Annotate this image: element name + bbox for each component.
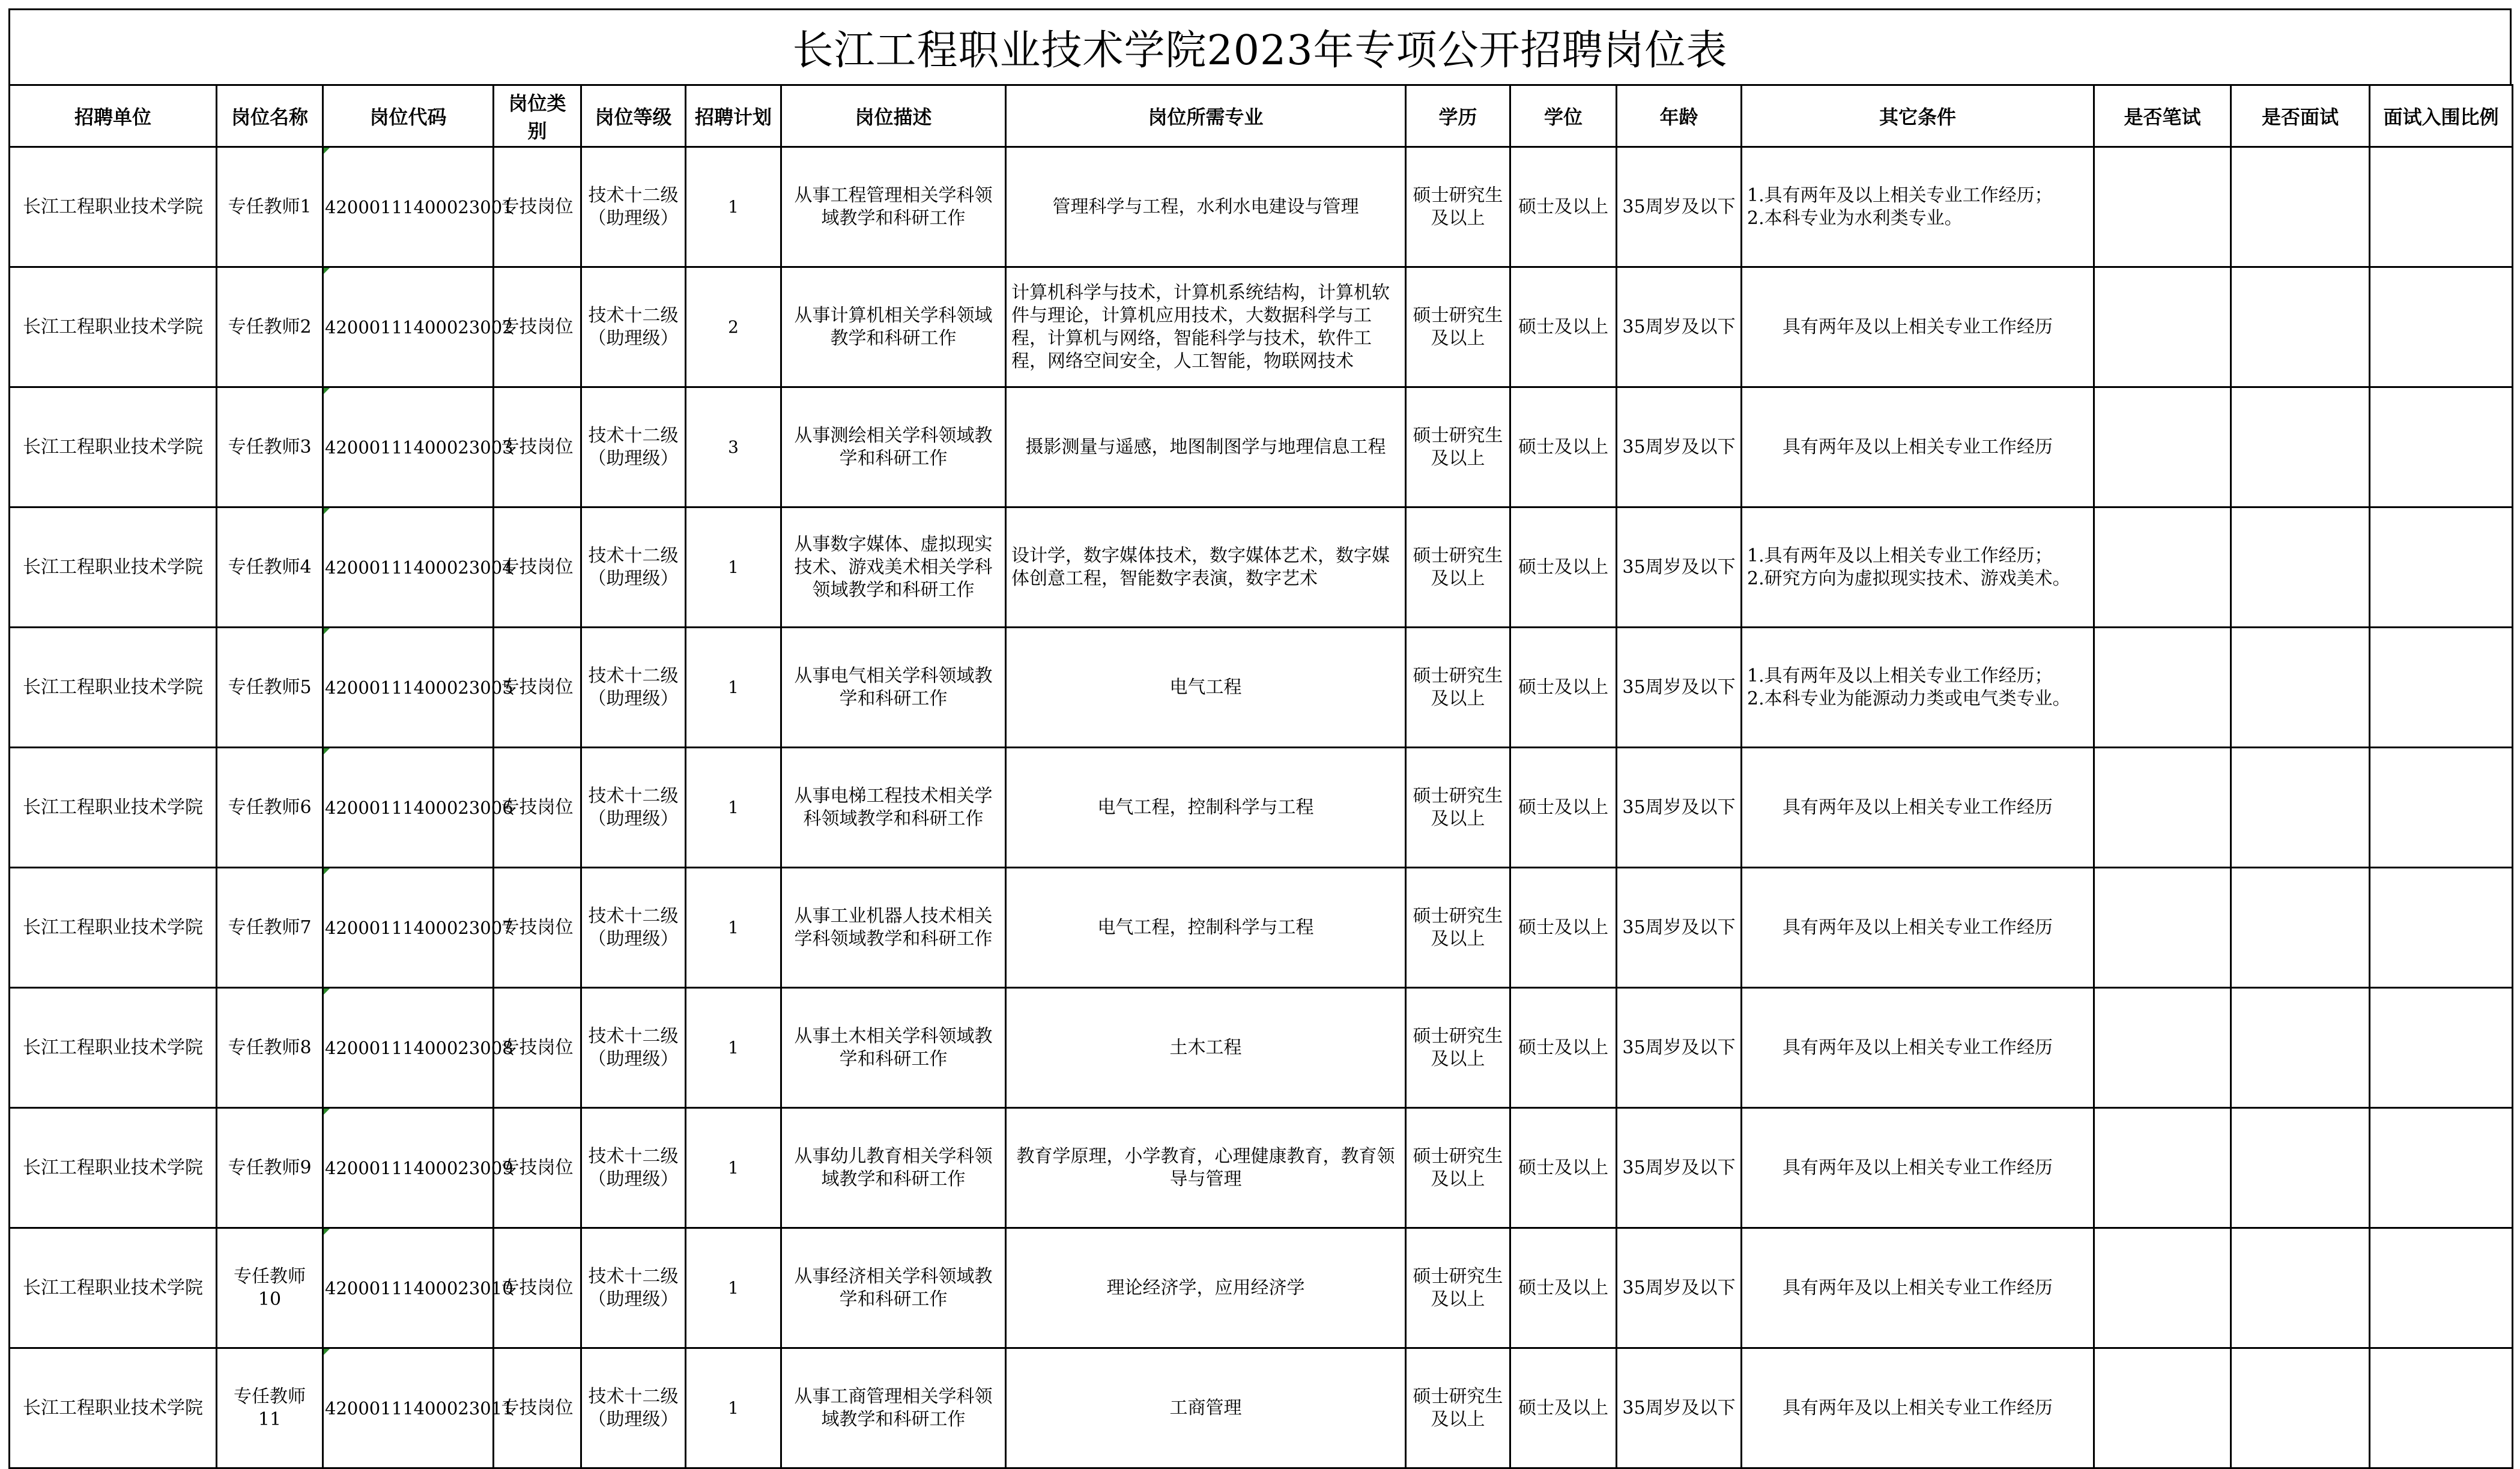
cell-other-conditions: 1.具有两年及以上相关专业工作经历； 2.本科专业为水利类专业。	[1742, 147, 2094, 267]
col-header-level: 岗位等级	[581, 85, 686, 147]
cell-written-exam	[2094, 147, 2231, 267]
cell-age: 35周岁及以下	[1617, 1108, 1742, 1228]
cell-description: 从事电梯工程技术相关学科领域教学和科研工作	[781, 748, 1006, 868]
cell-post-name: 专任教师3	[217, 387, 323, 507]
cell-post-code: 42000111400023007	[323, 868, 494, 988]
cell-plan: 1	[686, 1108, 781, 1228]
table-row	[10, 1348, 2513, 1468]
cell-description: 从事幼儿教育相关学科领域教学和科研工作	[781, 1108, 1006, 1228]
cell-post-name: 专任教师4	[217, 507, 323, 628]
cell-post-name: 专任教师8	[217, 988, 323, 1108]
cell-education: 硕士研究生及以上	[1406, 988, 1510, 1108]
cell-post-name: 专任教师10	[217, 1228, 323, 1348]
cell-interview-ratio	[2370, 267, 2513, 387]
cell-level: 技术十二级（助理级）	[581, 748, 686, 868]
cell-education: 硕士研究生及以上	[1406, 1348, 1510, 1468]
cell-major: 摄影测量与遥感，地图制图学与地理信息工程	[1006, 387, 1406, 507]
cell-post-code: 42000111400023006	[323, 748, 494, 868]
cell-category: 专技岗位	[494, 1348, 581, 1468]
cell-education: 硕士研究生及以上	[1406, 748, 1510, 868]
cell-written-exam	[2094, 628, 2231, 748]
cell-age: 35周岁及以下	[1617, 387, 1742, 507]
cell-level: 技术十二级（助理级）	[581, 1108, 686, 1228]
cell-interview-ratio	[2370, 1108, 2513, 1228]
cell-written-exam	[2094, 1108, 2231, 1228]
cell-level: 技术十二级（助理级）	[581, 628, 686, 748]
cell-interview-ratio	[2370, 628, 2513, 748]
cell-post-code: 42000111400023002	[323, 267, 494, 387]
cell-other-conditions: 1.具有两年及以上相关专业工作经历； 2.研究方向为虚拟现实技术、游戏美术。	[1742, 507, 2094, 628]
cell-level: 技术十二级（助理级）	[581, 988, 686, 1108]
table-row	[10, 1228, 2513, 1348]
cell-description: 从事工程管理相关学科领域教学和科研工作	[781, 147, 1006, 267]
cell-post-name: 专任教师6	[217, 748, 323, 868]
cell-education: 硕士研究生及以上	[1406, 1228, 1510, 1348]
cell-degree: 硕士及以上	[1510, 387, 1617, 507]
cell-unit: 长江工程职业技术学院	[10, 748, 217, 868]
cell-other-conditions: 具有两年及以上相关专业工作经历	[1742, 868, 2094, 988]
cell-interview-ratio	[2370, 507, 2513, 628]
cell-education: 硕士研究生及以上	[1406, 868, 1510, 988]
cell-interview-ratio	[2370, 1228, 2513, 1348]
cell-level: 技术十二级（助理级）	[581, 868, 686, 988]
cell-level: 技术十二级（助理级）	[581, 1228, 686, 1348]
table-row	[10, 147, 2513, 267]
cell-interview	[2231, 147, 2370, 267]
cell-education: 硕士研究生及以上	[1406, 267, 1510, 387]
cell-written-exam	[2094, 507, 2231, 628]
cell-other-conditions: 具有两年及以上相关专业工作经历	[1742, 1228, 2094, 1348]
col-header-interview: 是否面试	[2231, 85, 2370, 147]
cell-interview	[2231, 1108, 2370, 1228]
cell-category: 专技岗位	[494, 748, 581, 868]
recruitment-table	[8, 84, 2513, 1469]
table-row	[10, 868, 2513, 988]
cell-interview-ratio	[2370, 988, 2513, 1108]
cell-plan: 2	[686, 267, 781, 387]
cell-degree: 硕士及以上	[1510, 628, 1617, 748]
cell-interview	[2231, 267, 2370, 387]
cell-age: 35周岁及以下	[1617, 147, 1742, 267]
cell-age: 35周岁及以下	[1617, 267, 1742, 387]
cell-interview-ratio	[2370, 387, 2513, 507]
cell-interview	[2231, 387, 2370, 507]
cell-plan: 1	[686, 628, 781, 748]
cell-written-exam	[2094, 988, 2231, 1108]
cell-education: 硕士研究生及以上	[1406, 387, 1510, 507]
cell-written-exam	[2094, 267, 2231, 387]
cell-written-exam	[2094, 1348, 2231, 1468]
col-header-plan: 招聘计划	[686, 85, 781, 147]
col-header-ratio: 面试入围比例	[2370, 85, 2513, 147]
cell-plan: 1	[686, 1228, 781, 1348]
cell-unit: 长江工程职业技术学院	[10, 988, 217, 1108]
cell-other-conditions: 具有两年及以上相关专业工作经历	[1742, 748, 2094, 868]
cell-category: 专技岗位	[494, 507, 581, 628]
cell-plan: 1	[686, 988, 781, 1108]
cell-major: 教育学原理，小学教育，心理健康教育，教育领导与管理	[1006, 1108, 1406, 1228]
cell-unit: 长江工程职业技术学院	[10, 1228, 217, 1348]
cell-interview-ratio	[2370, 147, 2513, 267]
cell-unit: 长江工程职业技术学院	[10, 628, 217, 748]
cell-education: 硕士研究生及以上	[1406, 507, 1510, 628]
header-row	[10, 85, 2513, 147]
cell-category: 专技岗位	[494, 1108, 581, 1228]
cell-age: 35周岁及以下	[1617, 748, 1742, 868]
cell-education: 硕士研究生及以上	[1406, 1108, 1510, 1228]
cell-interview	[2231, 988, 2370, 1108]
cell-degree: 硕士及以上	[1510, 988, 1617, 1108]
cell-category: 专技岗位	[494, 628, 581, 748]
cell-major: 管理科学与工程，水利水电建设与管理	[1006, 147, 1406, 267]
cell-category: 专技岗位	[494, 387, 581, 507]
cell-plan: 1	[686, 748, 781, 868]
spreadsheet	[8, 8, 2512, 1453]
table-row	[10, 507, 2513, 628]
cell-level: 技术十二级（助理级）	[581, 1348, 686, 1468]
cell-major: 电气工程	[1006, 628, 1406, 748]
cell-written-exam	[2094, 748, 2231, 868]
cell-unit: 长江工程职业技术学院	[10, 387, 217, 507]
cell-category: 专技岗位	[494, 988, 581, 1108]
cell-interview-ratio	[2370, 1348, 2513, 1468]
cell-education: 硕士研究生及以上	[1406, 147, 1510, 267]
cell-major: 理论经济学，应用经济学	[1006, 1228, 1406, 1348]
cell-unit: 长江工程职业技术学院	[10, 147, 217, 267]
cell-interview	[2231, 1228, 2370, 1348]
cell-degree: 硕士及以上	[1510, 507, 1617, 628]
col-header-desc: 岗位描述	[781, 85, 1006, 147]
table-row	[10, 387, 2513, 507]
table-row	[10, 1108, 2513, 1228]
cell-post-code: 42000111400023009	[323, 1108, 494, 1228]
cell-interview-ratio	[2370, 868, 2513, 988]
cell-unit: 长江工程职业技术学院	[10, 1108, 217, 1228]
cell-post-name: 专任教师7	[217, 868, 323, 988]
cell-degree: 硕士及以上	[1510, 147, 1617, 267]
cell-plan: 1	[686, 507, 781, 628]
cell-age: 35周岁及以下	[1617, 507, 1742, 628]
cell-plan: 1	[686, 868, 781, 988]
cell-plan: 1	[686, 147, 781, 267]
cell-description: 从事测绘相关学科领域教学和科研工作	[781, 387, 1006, 507]
col-header-written: 是否笔试	[2094, 85, 2231, 147]
cell-education: 硕士研究生及以上	[1406, 628, 1510, 748]
cell-description: 从事土木相关学科领域教学和科研工作	[781, 988, 1006, 1108]
cell-post-code: 42000111400023005	[323, 628, 494, 748]
cell-post-code: 42000111400023010	[323, 1228, 494, 1348]
cell-post-name: 专任教师11	[217, 1348, 323, 1468]
cell-post-code: 42000111400023008	[323, 988, 494, 1108]
cell-description: 从事电气相关学科领域教学和科研工作	[781, 628, 1006, 748]
cell-category: 专技岗位	[494, 1228, 581, 1348]
cell-other-conditions: 具有两年及以上相关专业工作经历	[1742, 267, 2094, 387]
cell-description: 从事工商管理相关学科领域教学和科研工作	[781, 1348, 1006, 1468]
cell-plan: 3	[686, 387, 781, 507]
cell-other-conditions: 具有两年及以上相关专业工作经历	[1742, 988, 2094, 1108]
cell-category: 专技岗位	[494, 267, 581, 387]
cell-written-exam	[2094, 387, 2231, 507]
cell-age: 35周岁及以下	[1617, 988, 1742, 1108]
cell-post-code: 42000111400023011	[323, 1348, 494, 1468]
table-row	[10, 267, 2513, 387]
cell-interview-ratio	[2370, 748, 2513, 868]
cell-age: 35周岁及以下	[1617, 1348, 1742, 1468]
cell-degree: 硕士及以上	[1510, 868, 1617, 988]
cell-degree: 硕士及以上	[1510, 267, 1617, 387]
cell-other-conditions: 具有两年及以上相关专业工作经历	[1742, 387, 2094, 507]
col-header-unit: 招聘单位	[10, 85, 217, 147]
cell-other-conditions: 具有两年及以上相关专业工作经历	[1742, 1348, 2094, 1468]
col-header-other: 其它条件	[1742, 85, 2094, 147]
table-row	[10, 988, 2513, 1108]
table-row	[10, 628, 2513, 748]
cell-major: 计算机科学与技术，计算机系统结构，计算机软件与理论，计算机应用技术，大数据科学与工程，计算机与网络，智能科学与技术，软件工程，网络空间安全，人工智能，物联网技术	[1006, 267, 1406, 387]
cell-degree: 硕士及以上	[1510, 1348, 1617, 1468]
col-header-degree: 学位	[1510, 85, 1617, 147]
cell-degree: 硕士及以上	[1510, 1108, 1617, 1228]
cell-interview	[2231, 868, 2370, 988]
table-body	[10, 147, 2513, 1468]
cell-description: 从事数字媒体、虚拟现实技术、游戏美术相关学科领域教学和科研工作	[781, 507, 1006, 628]
cell-major: 电气工程，控制科学与工程	[1006, 748, 1406, 868]
cell-level: 技术十二级（助理级）	[581, 387, 686, 507]
cell-age: 35周岁及以下	[1617, 1228, 1742, 1348]
cell-degree: 硕士及以上	[1510, 748, 1617, 868]
cell-post-code: 42000111400023004	[323, 507, 494, 628]
cell-post-name: 专任教师2	[217, 267, 323, 387]
cell-post-name: 专任教师1	[217, 147, 323, 267]
page-title: 长江工程职业技术学院2023年专项公开招聘岗位表	[8, 8, 2512, 84]
col-header-major: 岗位所需专业	[1006, 85, 1406, 147]
cell-post-name: 专任教师9	[217, 1108, 323, 1228]
cell-post-name: 专任教师5	[217, 628, 323, 748]
cell-age: 35周岁及以下	[1617, 628, 1742, 748]
col-header-name: 岗位名称	[217, 85, 323, 147]
cell-post-code: 42000111400023001	[323, 147, 494, 267]
cell-other-conditions: 1.具有两年及以上相关专业工作经历； 2.本科专业为能源动力类或电气类专业。	[1742, 628, 2094, 748]
cell-post-code: 42000111400023003	[323, 387, 494, 507]
cell-description: 从事计算机相关学科领域教学和科研工作	[781, 267, 1006, 387]
col-header-category: 岗位类别	[494, 85, 581, 147]
cell-interview	[2231, 748, 2370, 868]
col-header-code: 岗位代码	[323, 85, 494, 147]
table-row	[10, 748, 2513, 868]
cell-description: 从事工业机器人技术相关学科领域教学和科研工作	[781, 868, 1006, 988]
cell-degree: 硕士及以上	[1510, 1228, 1617, 1348]
col-header-age: 年龄	[1617, 85, 1742, 147]
cell-category: 专技岗位	[494, 147, 581, 267]
cell-unit: 长江工程职业技术学院	[10, 507, 217, 628]
col-header-edu: 学历	[1406, 85, 1510, 147]
cell-major: 工商管理	[1006, 1348, 1406, 1468]
cell-other-conditions: 具有两年及以上相关专业工作经历	[1742, 1108, 2094, 1228]
cell-major: 电气工程，控制科学与工程	[1006, 868, 1406, 988]
cell-major: 设计学，数字媒体技术，数字媒体艺术，数字媒体创意工程，智能数字表演，数字艺术	[1006, 507, 1406, 628]
cell-written-exam	[2094, 1228, 2231, 1348]
cell-unit: 长江工程职业技术学院	[10, 267, 217, 387]
cell-level: 技术十二级（助理级）	[581, 507, 686, 628]
cell-interview	[2231, 628, 2370, 748]
cell-category: 专技岗位	[494, 868, 581, 988]
cell-interview	[2231, 507, 2370, 628]
cell-interview	[2231, 1348, 2370, 1468]
cell-age: 35周岁及以下	[1617, 868, 1742, 988]
cell-level: 技术十二级（助理级）	[581, 267, 686, 387]
cell-major: 土木工程	[1006, 988, 1406, 1108]
cell-plan: 1	[686, 1348, 781, 1468]
cell-written-exam	[2094, 868, 2231, 988]
cell-level: 技术十二级（助理级）	[581, 147, 686, 267]
cell-unit: 长江工程职业技术学院	[10, 868, 217, 988]
cell-unit: 长江工程职业技术学院	[10, 1348, 217, 1468]
cell-description: 从事经济相关学科领域教学和科研工作	[781, 1228, 1006, 1348]
